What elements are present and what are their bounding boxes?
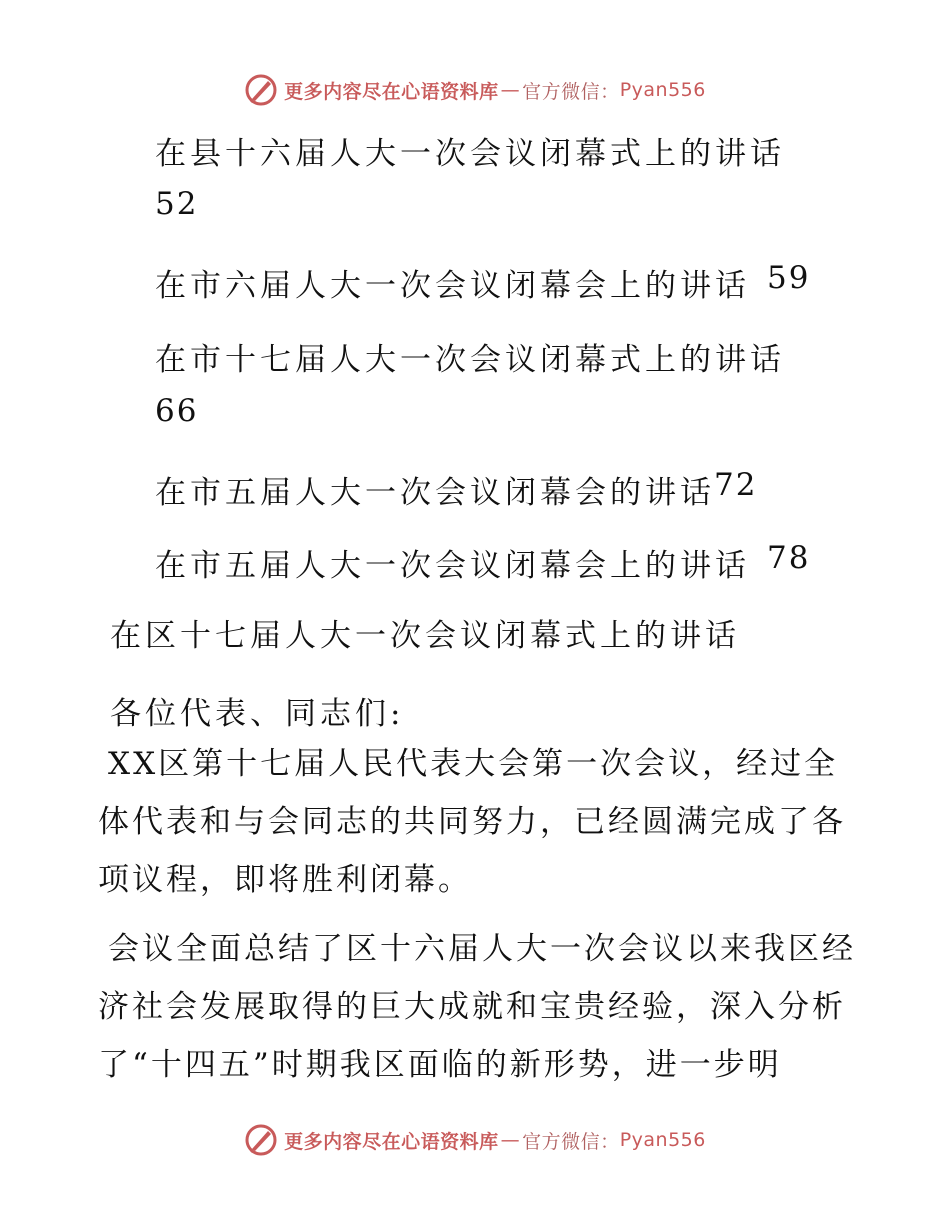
watermark-label: 官方微信： — [522, 80, 620, 103]
toc-entry-title: 在市六届人大一次会议闭幕会上的讲话 — [155, 268, 750, 304]
watermark-brand: 更多内容尽在心语资料库 — [284, 80, 499, 103]
toc-entry-page: 52 — [155, 186, 199, 222]
article-salutation: 各位代表、同志们: — [110, 696, 405, 732]
watermark-footer — [0, 1120, 950, 1160]
watermark-wechat-id: Pyan556 — [619, 79, 706, 101]
toc-entry-title: 在市五届人大一次会议闭幕会的讲话 — [155, 475, 715, 511]
article-paragraph: XX区第十七届人民代表大会第一次会议，经过全体代表和与会同志的共同努力，已经圆满完成了各项议程，即将胜利闭幕。 — [98, 746, 846, 898]
quill-logo-icon — [244, 1123, 278, 1157]
toc-entry-title: 在县十六届人大一次会议闭幕式上的讲话 — [155, 136, 785, 172]
toc-entry-page: 78 — [767, 540, 811, 576]
toc-entry-page: 72 — [714, 467, 758, 503]
toc-entry-page: 59 — [767, 260, 811, 296]
quill-logo-icon — [244, 73, 278, 107]
article-paragraph: 会议全面总结了区十六届人大一次会议以来我区经济社会发展取得的巨大成就和宝贵经验，深入分析了“十四五”时期我区面临的新形势，进一步明 — [98, 931, 856, 1083]
toc-entry-page: 66 — [155, 393, 199, 429]
toc-entry-title: 在市十七届人大一次会议闭幕式上的讲话 — [155, 342, 785, 378]
watermark-header — [0, 70, 950, 110]
toc-entry-title: 在市五届人大一次会议闭幕会上的讲话 — [155, 548, 750, 584]
watermark-brand: 更多内容尽在心语资料库 — [284, 1130, 499, 1153]
watermark-label: 官方微信： — [522, 1130, 620, 1153]
watermark-separator: — — [500, 79, 521, 101]
watermark-wechat-id: Pyan556 — [619, 1129, 706, 1151]
watermark-separator: — — [500, 1129, 521, 1151]
article-title: 在区十七届人大一次会议闭幕式上的讲话 — [110, 618, 740, 654]
